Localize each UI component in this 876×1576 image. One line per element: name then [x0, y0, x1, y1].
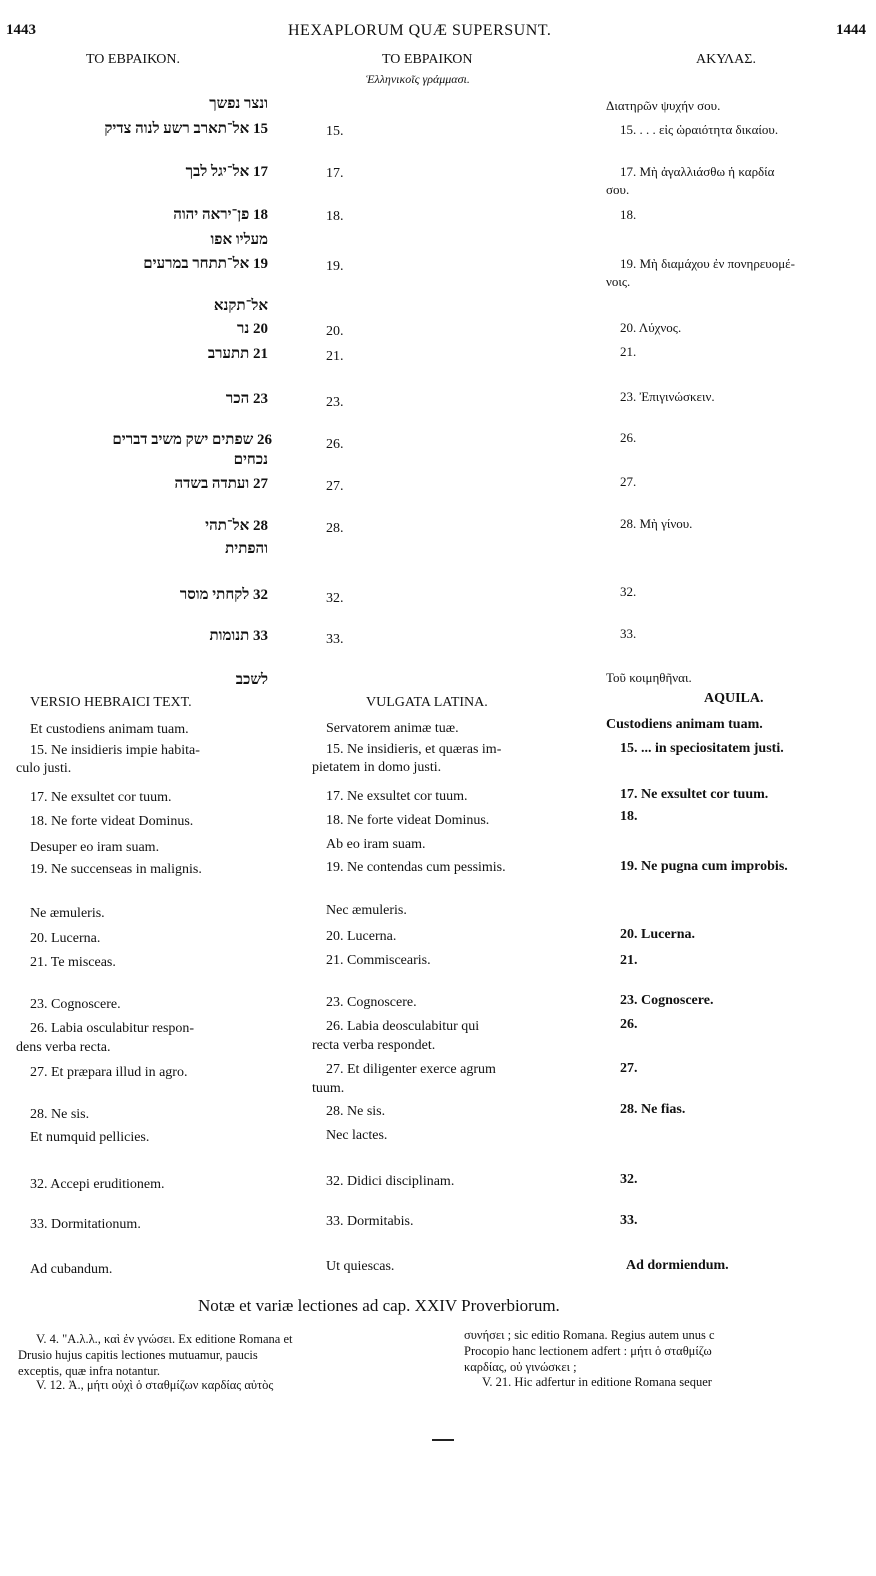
- aquila-latin-line: 17. Ne exsultet cor tuum.: [620, 787, 769, 802]
- translit-line: 33.: [326, 632, 344, 647]
- footer-rule: [432, 1439, 454, 1441]
- vulgata-line: 23. Cognoscere.: [326, 995, 417, 1010]
- col-head-translit-sub: Ἑλληνικοῖς γράμμασι.: [366, 72, 470, 86]
- aquila-greek-line: 18.: [620, 207, 637, 222]
- vulgata-line: Nec lactes.: [326, 1128, 388, 1143]
- col-head-vulgata: VULGATA LATINA.: [366, 695, 488, 710]
- vulgata-line: pietatem in domo justi.: [312, 760, 442, 775]
- hebraici-line: dens verba recta.: [16, 1040, 111, 1055]
- hebraici-line: Ad cubandum.: [30, 1262, 113, 1277]
- vulgata-line: 27. Et diligenter exerce agrum: [326, 1062, 496, 1077]
- running-title: HEXAPLORUM QUÆ SUPERSUNT.: [288, 22, 552, 39]
- hebrew-line: ונצר נפשך: [209, 96, 268, 112]
- vulgata-line: 32. Didici disciplinam.: [326, 1174, 455, 1189]
- hebraici-line: 19. Ne succenseas in malignis.: [30, 862, 202, 877]
- vulgata-line: Nec æmuleris.: [326, 903, 407, 918]
- note-right-line: καρδίας, οὐ γινώσκει ;: [464, 1360, 577, 1374]
- aquila-greek-line: 15. . . . εἰς ὡραιότητα δικαίου.: [620, 122, 779, 137]
- hebrew-line: 32 לקחתי מוסר: [179, 587, 268, 603]
- aquila-greek-line: 19. Μὴ διαμάχου ἐν πονηρευομέ-: [620, 256, 795, 271]
- note-right-line: V. 21. Hic adfertur in editione Romana sequer: [482, 1375, 712, 1389]
- hebrew-line: 23 הכר: [225, 391, 268, 407]
- translit-line: 26.: [326, 437, 344, 452]
- hebrew-line: 20 נר: [237, 321, 268, 337]
- translit-line: 27.: [326, 479, 344, 494]
- hebraici-line: 33. Dormitationum.: [30, 1217, 141, 1232]
- hebrew-line: אל־תקנא: [213, 298, 268, 314]
- vulgata-line: 19. Ne contendas cum pessimis.: [326, 860, 506, 875]
- hebrew-line: 17 אל־יגל לבך: [185, 164, 268, 180]
- hebrew-line: נכחים: [233, 452, 268, 468]
- aquila-greek-line: νοις.: [606, 274, 631, 289]
- col-head-aquila-latin: AQUILA.: [704, 691, 764, 706]
- aquila-latin-line: 19. Ne pugna cum improbis.: [620, 859, 788, 874]
- aquila-greek-line: Διατηρῶν ψυχήν σου.: [606, 98, 721, 113]
- col-head-translit: ΤΟ ΕΒΡΑΙΚΟΝ: [382, 52, 473, 67]
- hebraici-line: 20. Lucerna.: [30, 931, 101, 946]
- hebraici-line: 15. Ne insidieris impie habita-: [30, 743, 200, 758]
- hebraici-line: 32. Accepi eruditionem.: [30, 1177, 165, 1192]
- vulgata-line: Ut quiescas.: [326, 1259, 395, 1274]
- aquila-greek-line: 23. Ἐπιγινώσκειν.: [620, 389, 715, 404]
- aquila-latin-line: Ad dormiendum.: [626, 1258, 729, 1273]
- vulgata-line: 17. Ne exsultet cor tuum.: [326, 789, 468, 804]
- aquila-latin-line: 18.: [620, 809, 638, 824]
- note-left-line: V. 12. Ἀ., μήτι οὐχὶ ὁ σταθμίζων καρδίας αὐτὸς: [36, 1378, 274, 1392]
- aquila-greek-line: 27.: [620, 474, 637, 489]
- aquila-latin-line: Custodiens animam tuam.: [606, 717, 763, 732]
- aquila-latin-line: 23. Cognoscere.: [620, 993, 714, 1008]
- hebrew-line: 33 תנומות: [209, 628, 268, 644]
- hebraici-line: 17. Ne exsultet cor tuum.: [30, 790, 172, 805]
- translit-line: 23.: [326, 395, 344, 410]
- hebraici-line: 18. Ne forte videat Dominus.: [30, 814, 194, 829]
- aquila-latin-line: 27.: [620, 1061, 638, 1076]
- vulgata-line: 20. Lucerna.: [326, 929, 397, 944]
- aquila-greek-line: 32.: [620, 584, 637, 599]
- hebrew-line: מעליו אפו: [210, 232, 268, 248]
- vulgata-line: Ab eo iram suam.: [326, 837, 426, 852]
- aquila-latin-line: 20. Lucerna.: [620, 927, 696, 942]
- aquila-greek-line: 28. Μὴ γίνου.: [620, 516, 693, 531]
- hebraici-line: culo justi.: [16, 761, 72, 776]
- vulgata-line: 33. Dormitabis.: [326, 1214, 414, 1229]
- hebraici-line: Ne æmuleris.: [30, 906, 105, 921]
- page-number-left: 1443: [6, 22, 36, 38]
- notes-title: Notæ et variæ lectiones ad cap. XXIV Proverbiorum.: [198, 1296, 560, 1315]
- aquila-greek-line: 33.: [620, 626, 637, 641]
- aquila-latin-line: 28. Ne fias.: [620, 1102, 686, 1117]
- note-right-line: Procopio hanc lectionem adfert : μήτι ὁ σταθμίζω: [464, 1344, 712, 1358]
- hebrew-line: 19 אל־תתחר במרעים: [143, 256, 268, 272]
- aquila-latin-line: 33.: [620, 1213, 638, 1228]
- translit-line: 18.: [326, 209, 344, 224]
- hebraici-line: 27. Et præpara illud in agro.: [30, 1065, 188, 1080]
- aquila-greek-line: σου.: [606, 182, 630, 197]
- hebraici-line: 26. Labia osculabitur respon-: [30, 1021, 195, 1036]
- hebrew-line: והפתית: [225, 541, 268, 557]
- hebrew-line: 27 ועתדה בשדה: [174, 476, 268, 492]
- col-head-versio-hebraici: VERSIO HEBRAICI TEXT.: [30, 695, 192, 710]
- hebraici-line: 21. Te misceas.: [30, 955, 116, 970]
- translit-line: 17.: [326, 166, 344, 181]
- hebraici-line: Desuper eo iram suam.: [30, 840, 160, 855]
- page-number-right: 1444: [836, 22, 866, 38]
- aquila-greek-line: Τοῦ κοιμηθῆναι.: [606, 670, 692, 685]
- aquila-latin-line: 26.: [620, 1017, 638, 1032]
- aquila-latin-line: 21.: [620, 953, 638, 968]
- aquila-greek-line: 26.: [620, 430, 637, 445]
- vulgata-line: 26. Labia deosculabitur qui: [326, 1019, 480, 1034]
- note-left-line: Drusio hujus capitis lectiones mutuamur, paucis: [18, 1348, 258, 1362]
- translit-line: 15.: [326, 124, 344, 139]
- hebrew-line: לשכב: [235, 672, 268, 688]
- translit-line: 28.: [326, 521, 344, 536]
- hebraici-line: 28. Ne sis.: [30, 1107, 90, 1122]
- vulgata-line: recta verba respondet.: [312, 1038, 436, 1053]
- translit-line: 21.: [326, 349, 344, 364]
- vulgata-line: Servatorem animæ tuæ.: [326, 721, 459, 736]
- col-head-aquila-greek: ΑΚΥΛΑΣ.: [696, 52, 756, 67]
- note-right-line: συνήσει ; sic editio Romana. Regius autem unus c: [464, 1328, 715, 1342]
- hebraici-line: 23. Cognoscere.: [30, 997, 121, 1012]
- translit-line: 19.: [326, 259, 344, 274]
- vulgata-line: 28. Ne sis.: [326, 1104, 386, 1119]
- note-left-line: V. 4. "Α.λ.λ., καὶ ἐν γνώσει. Ex editione Romana et: [36, 1332, 293, 1346]
- note-left-line: exceptis, quæ infra notantur.: [18, 1364, 160, 1378]
- aquila-latin-line: 32.: [620, 1172, 638, 1187]
- hebrew-line: 21 תתערב: [207, 346, 268, 362]
- vulgata-line: 15. Ne insidieris, et quæras im-: [326, 742, 502, 757]
- col-head-hebrew: ΤΟ ΕΒΡΑΙΚΟΝ.: [86, 52, 180, 67]
- vulgata-line: tuum.: [312, 1081, 345, 1096]
- aquila-greek-line: 20. Λύχνος.: [620, 320, 682, 335]
- hebrew-line: 28 אל־תהי: [205, 518, 268, 534]
- hebrew-line: 26 שפתים ישק משיב דברים: [112, 432, 272, 448]
- aquila-latin-line: 15. ... in speciositatem justi.: [620, 741, 784, 756]
- vulgata-line: 18. Ne forte videat Dominus.: [326, 813, 490, 828]
- vulgata-line: 21. Commiscearis.: [326, 953, 431, 968]
- aquila-greek-line: 21.: [620, 344, 637, 359]
- aquila-greek-line: 17. Μὴ ἀγαλλιάσθω ἡ καρδία: [620, 164, 775, 179]
- translit-line: 20.: [326, 324, 344, 339]
- hebraici-line: Et custodiens animam tuam.: [30, 722, 189, 737]
- translit-line: 32.: [326, 591, 344, 606]
- hebrew-line: 15 אל־תארב רשע לנוה צדיק: [104, 121, 268, 137]
- hebraici-line: Et numquid pellicies.: [30, 1130, 150, 1145]
- hebrew-line: 18 פן־יראה יהוה: [173, 207, 268, 223]
